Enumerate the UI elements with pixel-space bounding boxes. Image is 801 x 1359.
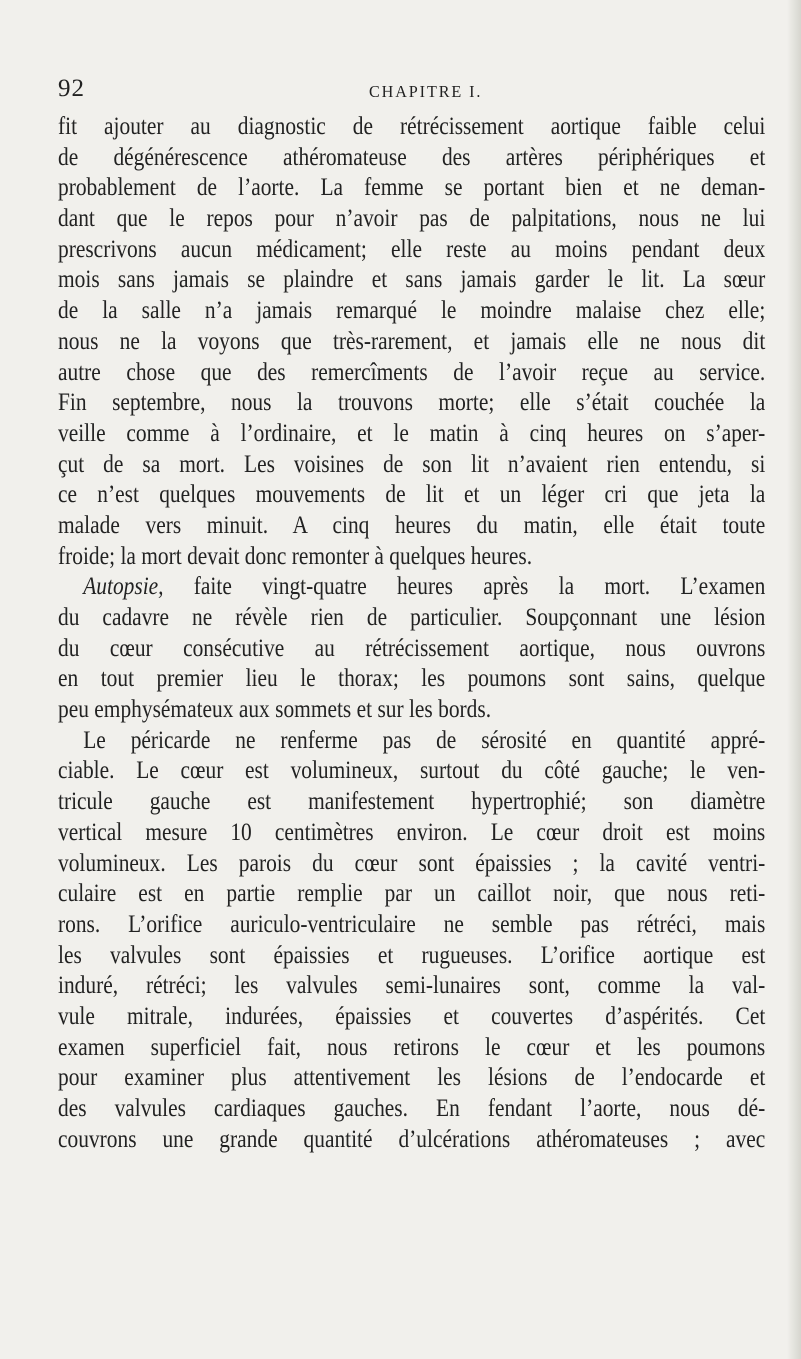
text-line	[58, 878, 765, 909]
text-line-content: Fin septembre, nous la trouvons morte; elle s’était couchée la	[58, 387, 766, 417]
text-line-content: de la salle n’a jamais remarqué le moindre malaise chez elle;	[58, 295, 766, 325]
text-line-content: induré, rétréci; les valvules semi-lunaires sont, comme la val-	[58, 970, 766, 1000]
text-line-content: du cadavre ne révèle rien de particulier. Soupçonnant une lésion	[58, 602, 766, 631]
text-line	[58, 264, 765, 295]
text-line-content: nous ne la voyons que très-rarement, et jamais elle ne nous dit	[58, 325, 766, 355]
text-line	[58, 541, 765, 572]
text-line	[58, 571, 765, 602]
text-line	[58, 449, 765, 480]
text-line	[58, 1062, 765, 1093]
text-line-content: en tout premier lieu le thorax; les poumons sont sains, quelque	[58, 663, 766, 693]
text-line-content: culaire est en partie remplie par un caillot noir, que nous reti-	[58, 878, 766, 908]
text-line	[58, 663, 765, 694]
text-line	[58, 479, 765, 510]
text-line-content: vertical mesure 10 centimètres environ. Le cœur droit est moins	[58, 816, 766, 846]
text-line	[58, 602, 765, 633]
text-line-content: fit ajouter au diagnostic de rétrécissement aortique faible celui	[58, 111, 766, 140]
text-line	[58, 172, 765, 203]
text-line-content: tricule gauche est manifestement hypertrophié; son diamètre	[58, 786, 766, 816]
text-line	[58, 418, 765, 449]
text-line-content: mois sans jamais se plaindre et sans jamais garder le lit. La sœur	[58, 264, 766, 294]
page-header	[58, 74, 748, 104]
text-line	[58, 1124, 765, 1155]
page-number: 92	[58, 75, 85, 102]
text-line-content: couvrons une grande quantité d’ulcérations athéromateuses ; avec	[58, 1123, 766, 1153]
text-line-content: dant que le repos pour n’avoir pas de palpitations, nous ne lui	[58, 203, 766, 233]
text-line-content: froide; la mort devait donc remonter à quelques heures.	[58, 540, 533, 570]
text-line	[58, 387, 765, 418]
text-line	[58, 203, 765, 234]
text-line	[58, 940, 765, 971]
text-line-content: peu emphysémateux aux sommets et sur les bords.	[58, 694, 492, 724]
text-line	[58, 725, 765, 756]
text-line-content: pour examiner plus attentivement les lésions de l’endocarde et	[58, 1062, 766, 1092]
text-line-content: ce n’est quelques mouvements de lit et un léger cri que jeta la	[58, 479, 766, 509]
text-line	[58, 1001, 765, 1032]
text-line-content: examen superficiel fait, nous retirons le cœur et les poumons	[58, 1031, 766, 1061]
text-line	[58, 633, 765, 664]
text-line	[58, 142, 765, 173]
text-line-content: vule mitrale, indurées, épaissies et couvertes d’aspérités. Cet	[58, 1000, 766, 1030]
text-line	[58, 510, 765, 541]
text-line-content: autre chose que des remercîments de l’avoir reçue au service.	[58, 356, 766, 386]
text-line-content: Le péricarde ne renferme pas de sérosité en quantité appré-	[83, 724, 766, 754]
text-line-content: probablement de l’aorte. La femme se portant bien et ne deman-	[58, 172, 766, 202]
text-line-content: faite vingt-quatre heures après la mort. L’examen	[163, 571, 766, 601]
text-line	[58, 111, 765, 142]
text-line	[58, 295, 765, 326]
text-line	[58, 786, 765, 817]
text-line-content: prescrivons aucun médicament; elle reste au moins pendant deux	[58, 233, 766, 263]
text-line-content: les valvules sont épaissies et rugueuses. L’orifice aortique est	[58, 939, 766, 969]
page-edge-shadow	[787, 0, 801, 1359]
text-line	[58, 1093, 765, 1124]
italic-heading: Autopsie,	[83, 571, 164, 601]
text-line	[58, 970, 765, 1001]
text-line	[58, 234, 765, 265]
text-line	[58, 694, 765, 725]
text-line-content: ciable. Le cœur est volumineux, surtout du côté gauche; le ven-	[58, 755, 766, 785]
running-head: CHAPITRE I.	[369, 82, 483, 101]
text-line	[58, 817, 765, 848]
text-line-content: malade vers minuit. A cinq heures du matin, elle était toute	[58, 509, 766, 539]
text-line-content: çut de sa mort. Les voisines de son lit n’avaient rien entendu, si	[58, 448, 766, 478]
text-line	[58, 357, 765, 388]
text-line-content: volumineux. Les parois du cœur sont épaissies ; la cavité ventri-	[58, 847, 766, 877]
text-line-content: veille comme à l’ordinaire, et le matin à cinq heures on s’aper-	[58, 417, 766, 447]
text-line	[58, 1032, 765, 1063]
text-line-content: rons. L’orifice auriculo-ventriculaire ne semble pas rétréci, mais	[58, 908, 766, 938]
text-line-content: de dégénérescence athéromateuse des artères périphériques et	[58, 141, 766, 171]
body-text	[58, 111, 766, 1154]
text-line	[58, 755, 765, 786]
text-line-content: des valvules cardiaques gauches. En fendant l’aorte, nous dé-	[58, 1093, 766, 1122]
text-line	[58, 909, 765, 940]
text-line-content: du cœur consécutive au rétrécissement aortique, nous ouvrons	[58, 632, 766, 662]
text-line	[58, 848, 765, 879]
text-line	[58, 326, 765, 357]
